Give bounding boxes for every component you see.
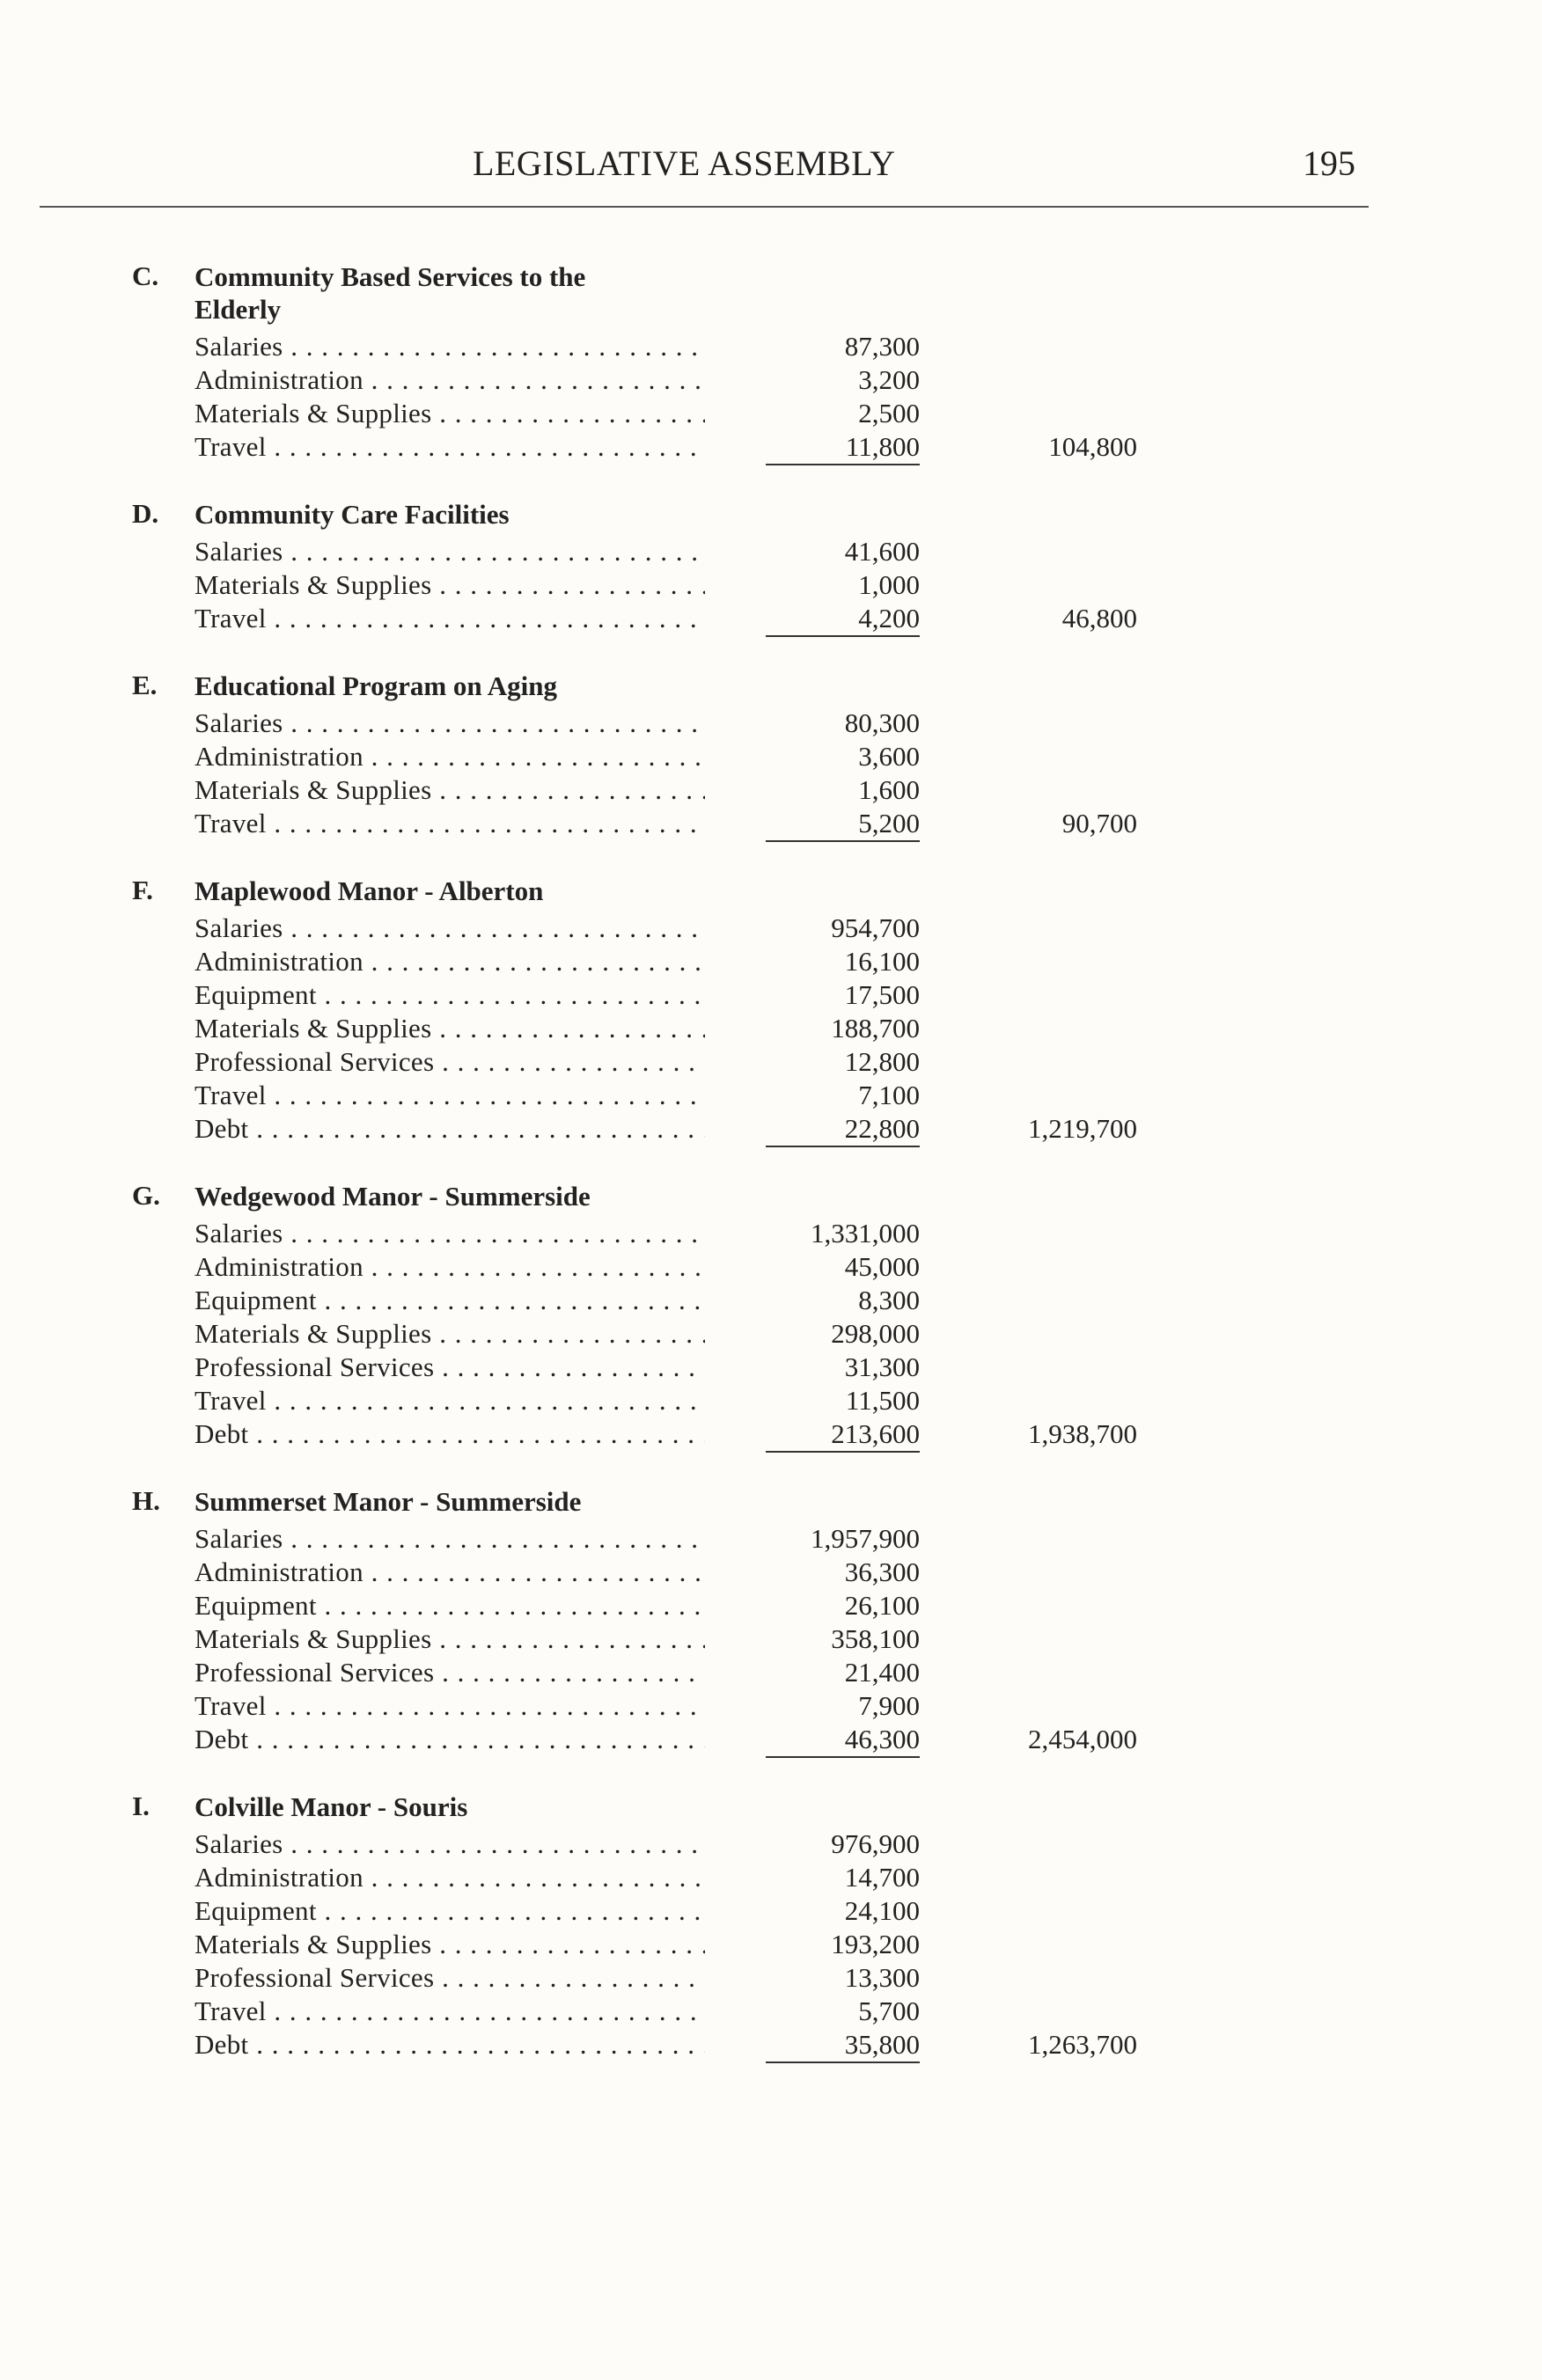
line-item-label-text: Administration (195, 1862, 363, 1893)
line-item-label (195, 1318, 705, 1350)
line-item-amount: 4,200 (766, 603, 920, 637)
header-divider (40, 206, 1369, 208)
line-item (0, 741, 1542, 774)
line-item-amount: 46,300 (766, 1724, 920, 1758)
line-item-amount: 3,200 (858, 364, 920, 395)
line-item-amount: 35,800 (766, 2029, 920, 2063)
line-item-label (195, 603, 705, 634)
line-item (0, 1285, 1542, 1318)
section-total: 1,938,700 (1028, 1418, 1137, 1449)
section-total: 104,800 (1048, 431, 1137, 462)
line-item-amount: 188,700 (831, 1013, 920, 1044)
line-item-label-text: Materials & Supplies (195, 1318, 432, 1349)
line-item-label-text: Salaries (195, 1218, 283, 1249)
line-item (0, 1895, 1542, 1929)
section-letter: F. (132, 875, 153, 905)
line-item-amount: 1,957,900 (811, 1523, 920, 1554)
line-item-label-text: Salaries (195, 331, 283, 362)
line-item-label (195, 707, 705, 739)
line-item-label-text: Salaries (195, 536, 283, 567)
line-item-label (195, 1251, 705, 1283)
section-total: 2,454,000 (1028, 1724, 1137, 1754)
line-item-label-text: Travel (195, 603, 267, 633)
line-item-label (195, 774, 705, 806)
budget-section (0, 875, 1542, 1146)
budget-section (0, 670, 1542, 841)
line-items (0, 1523, 1542, 1757)
line-item (0, 1013, 1542, 1046)
line-item-label-text: Travel (195, 1385, 267, 1416)
line-item-amount: 358,100 (831, 1623, 920, 1654)
section-letter: H. (132, 1485, 160, 1516)
line-item-amount: 24,100 (844, 1895, 920, 1926)
line-item-amount: 1,600 (858, 774, 920, 805)
line-item-label-text: Equipment (195, 1895, 317, 1926)
line-item-label-text: Salaries (195, 912, 283, 943)
line-item (0, 1623, 1542, 1657)
line-item-label-text: Salaries (195, 1523, 283, 1554)
line-item-amount: 954,700 (831, 912, 920, 943)
section-title: Community Based Services to the Elderly (195, 261, 586, 325)
line-item-label (195, 1895, 705, 1927)
line-item-amount: 3,600 (858, 741, 920, 772)
line-item-label (195, 1218, 705, 1249)
line-items (0, 331, 1542, 465)
section-letter: C. (132, 260, 159, 291)
line-item-amount: 213,600 (766, 1418, 920, 1453)
line-item (0, 536, 1542, 569)
line-item-label (195, 1657, 705, 1688)
line-item-amount: 41,600 (844, 536, 920, 567)
section-total: 1,263,700 (1028, 2029, 1137, 2060)
line-item-label-text: Administration (195, 1556, 363, 1587)
line-item-label (195, 808, 705, 839)
line-item (0, 1690, 1542, 1724)
section-letter: D. (132, 498, 159, 529)
line-item-label (195, 1113, 705, 1145)
line-item-amount: 21,400 (844, 1657, 920, 1688)
line-item-amount: 1,331,000 (811, 1218, 920, 1249)
line-item-label-text: Materials & Supplies (195, 569, 432, 600)
section-letter: E. (132, 670, 158, 700)
line-item-label-text: Debt (195, 2029, 249, 2060)
budget-section (0, 498, 1542, 636)
line-item-label (195, 912, 705, 944)
section-title: Colville Manor - Souris (195, 1791, 468, 1822)
section-title: Educational Program on Aging (195, 670, 557, 701)
line-item-amount: 17,500 (844, 979, 920, 1010)
line-item-label-text: Salaries (195, 1828, 283, 1859)
line-item-amount: 13,300 (844, 1962, 920, 1993)
line-item (0, 808, 1542, 841)
line-item-label (195, 331, 705, 362)
line-item (0, 774, 1542, 808)
line-items (0, 707, 1542, 841)
line-item-label (195, 364, 705, 396)
line-item-amount: 31,300 (844, 1351, 920, 1382)
line-item-amount: 11,800 (766, 431, 920, 465)
line-item-label-text: Professional Services (195, 1351, 435, 1382)
line-item (0, 1046, 1542, 1080)
line-item-amount: 976,900 (831, 1828, 920, 1859)
line-item (0, 1113, 1542, 1146)
line-item (0, 1929, 1542, 1962)
line-item-amount: 7,900 (858, 1690, 920, 1721)
line-item-amount: 80,300 (844, 707, 920, 738)
line-item-label (195, 1690, 705, 1722)
line-item-label-text: Travel (195, 431, 267, 462)
line-item-label-text: Materials & Supplies (195, 398, 432, 428)
line-items (0, 1218, 1542, 1452)
line-item (0, 331, 1542, 364)
line-item (0, 1418, 1542, 1452)
line-item (0, 1351, 1542, 1385)
section-total: 90,700 (1061, 808, 1137, 838)
line-item-amount: 8,300 (858, 1285, 920, 1315)
line-item-label (195, 1996, 705, 2027)
page-number: 195 (1303, 143, 1355, 183)
line-item-label (195, 1962, 705, 1994)
line-item-label-text: Debt (195, 1724, 249, 1754)
line-item (0, 2029, 1542, 2062)
line-item (0, 603, 1542, 636)
line-item-label-text: Travel (195, 808, 267, 838)
line-item (0, 1318, 1542, 1351)
line-item-label-text: Professional Services (195, 1962, 435, 1993)
line-item-label (195, 431, 705, 463)
line-item-amount: 22,800 (766, 1113, 920, 1147)
page-title: LEGISLATIVE ASSEMBLY (473, 143, 896, 183)
line-item (0, 1828, 1542, 1862)
line-item-label (195, 1080, 705, 1111)
line-item (0, 912, 1542, 946)
line-item (0, 398, 1542, 431)
line-item-label (195, 1590, 705, 1622)
line-item-label (195, 1724, 705, 1755)
line-item-label-text: Materials & Supplies (195, 1013, 432, 1044)
line-item-label (195, 536, 705, 568)
line-item (0, 431, 1542, 465)
line-items (0, 536, 1542, 636)
line-item-label-text: Travel (195, 1996, 267, 2026)
line-item-label (195, 1929, 705, 1960)
line-item (0, 946, 1542, 979)
line-item-label (195, 979, 705, 1011)
line-item (0, 1251, 1542, 1285)
line-item-label (195, 1418, 705, 1450)
line-item-label-text: Travel (195, 1080, 267, 1110)
line-item-amount: 36,300 (844, 1556, 920, 1587)
line-item-label (195, 1351, 705, 1383)
line-item-amount: 193,200 (831, 1929, 920, 1959)
line-item-label-text: Professional Services (195, 1046, 435, 1077)
line-item-label (195, 1385, 705, 1417)
line-item-label-text: Administration (195, 1251, 363, 1282)
line-item-label (195, 1556, 705, 1588)
line-item-amount: 5,700 (858, 1996, 920, 2026)
line-item (0, 1218, 1542, 1251)
page-header (0, 132, 1542, 185)
line-item-label-text: Equipment (195, 1285, 317, 1315)
line-item (0, 1657, 1542, 1690)
budget-section (0, 1790, 1542, 2062)
line-item-amount: 45,000 (844, 1251, 920, 1282)
line-item-label-text: Materials & Supplies (195, 774, 432, 805)
line-item-amount: 16,100 (844, 946, 920, 977)
line-item (0, 1724, 1542, 1757)
line-item-label (195, 1828, 705, 1860)
line-item (0, 707, 1542, 741)
line-item-amount: 5,200 (766, 808, 920, 842)
line-item-label (195, 1046, 705, 1078)
line-item-label (195, 2029, 705, 2061)
line-item (0, 1862, 1542, 1895)
line-item-label-text: Equipment (195, 1590, 317, 1621)
section-total: 46,800 (1061, 603, 1137, 633)
line-item-amount: 11,500 (845, 1385, 920, 1416)
line-item-amount: 87,300 (844, 331, 920, 362)
line-item-label (195, 1623, 705, 1655)
line-item-label (195, 398, 705, 429)
section-total: 1,219,700 (1028, 1113, 1137, 1144)
section-title: Summerset Manor - Summerside (195, 1486, 582, 1517)
line-item (0, 1556, 1542, 1590)
line-item (0, 1080, 1542, 1113)
budget-section (0, 1485, 1542, 1757)
section-letter: G. (132, 1180, 160, 1211)
line-item (0, 569, 1542, 603)
line-item-amount: 1,000 (858, 569, 920, 600)
line-item-label (195, 741, 705, 773)
budget-section (0, 260, 1542, 465)
line-item-amount: 2,500 (858, 398, 920, 428)
line-item-label-text: Professional Services (195, 1657, 435, 1688)
line-item (0, 1590, 1542, 1623)
budget-section (0, 1180, 1542, 1452)
line-item (0, 1996, 1542, 2029)
line-item (0, 1523, 1542, 1556)
line-item (0, 1962, 1542, 1996)
line-items (0, 912, 1542, 1146)
line-item-label (195, 1523, 705, 1555)
line-item-label-text: Debt (195, 1113, 249, 1144)
line-item-label (195, 1862, 705, 1893)
line-item-label-text: Materials & Supplies (195, 1623, 432, 1654)
line-items (0, 1828, 1542, 2062)
section-title: Community Care Facilities (195, 499, 510, 530)
line-item (0, 364, 1542, 398)
line-item-label-text: Equipment (195, 979, 317, 1010)
line-item-amount: 14,700 (844, 1862, 920, 1893)
line-item-amount: 298,000 (831, 1318, 920, 1349)
line-item-label-text: Travel (195, 1690, 267, 1721)
line-item-label-text: Administration (195, 741, 363, 772)
line-item-amount: 12,800 (844, 1046, 920, 1077)
line-item-amount: 7,100 (858, 1080, 920, 1110)
line-item-label (195, 946, 705, 978)
line-item-label-text: Debt (195, 1418, 249, 1449)
budget-sections (0, 260, 1542, 2096)
line-item-label-text: Materials & Supplies (195, 1929, 432, 1959)
line-item-label-text: Administration (195, 946, 363, 977)
line-item-label-text: Administration (195, 364, 363, 395)
line-item (0, 979, 1542, 1013)
line-item-amount: 26,100 (844, 1590, 920, 1621)
section-title: Maplewood Manor - Alberton (195, 875, 544, 906)
section-title: Wedgewood Manor - Summerside (195, 1181, 591, 1212)
line-item-label-text: Salaries (195, 707, 283, 738)
section-letter: I. (132, 1790, 150, 1821)
line-item-label (195, 569, 705, 601)
line-item-label (195, 1285, 705, 1316)
line-item-label (195, 1013, 705, 1044)
line-item (0, 1385, 1542, 1418)
